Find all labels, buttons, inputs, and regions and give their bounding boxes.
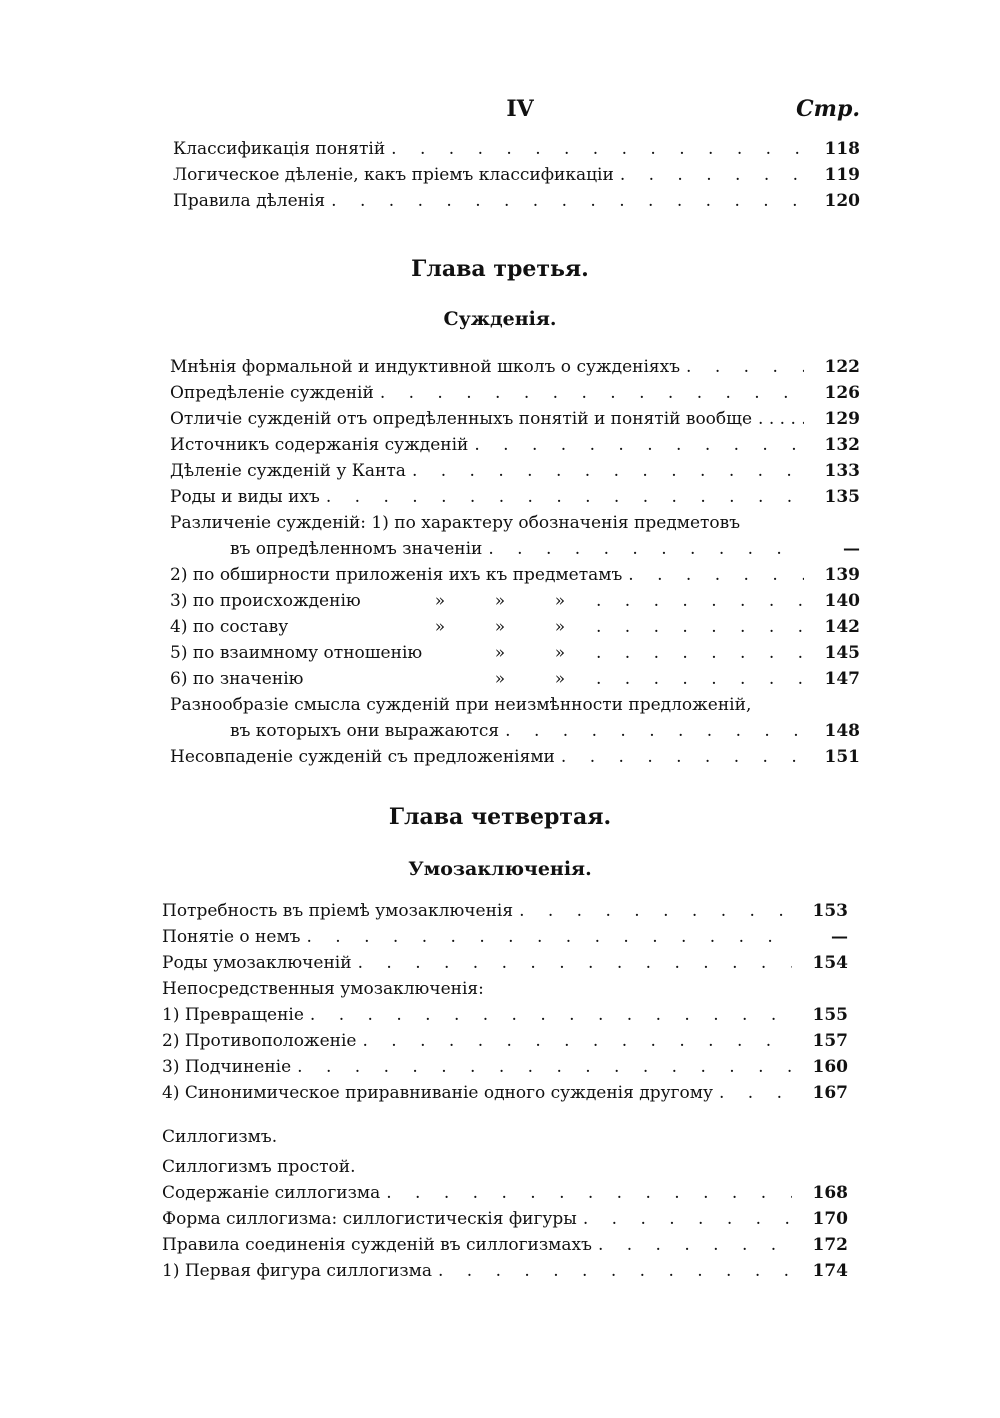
ditto-mark: » xyxy=(494,617,506,637)
toc-entry: 3) по происхожденію » » » . . . 140 xyxy=(170,588,860,614)
toc-entry: Понятіе о немъ . . . — xyxy=(162,924,848,950)
toc-entry: въ которыхъ они выражаются . . . 148 xyxy=(170,718,860,744)
chapter-subtitle: Сужденія. xyxy=(443,308,557,330)
toc-entry: 3) Подчиненіе . . . 160 xyxy=(162,1054,848,1080)
toc-entry: Роды умозаключеній . . . 154 xyxy=(162,950,848,976)
toc-entry: 4) Синонимическое приравниваніе одного сужденія другому . . . 167 xyxy=(162,1080,848,1106)
toc-top-block xyxy=(173,136,860,214)
toc-entry: Логическое дѣленіе, какъ пріемъ классификаціи . . . 119 xyxy=(173,162,860,188)
toc-entry: Форма силлогизма: силлогистическія фигуры . . . 170 xyxy=(162,1206,848,1232)
ditto-mark: » xyxy=(434,591,446,611)
toc-entry: Дѣленіе сужденій у Канта . . . 133 xyxy=(170,458,860,484)
section-heading: Силлогизмъ. xyxy=(162,1127,278,1147)
toc-entry: Несовпаденіе сужденій съ предложеніями . . . 151 xyxy=(170,744,860,770)
toc-entry: 2) Противоположеніе . . . 157 xyxy=(162,1028,848,1054)
ditto-mark: » xyxy=(554,617,566,637)
toc-entry: 1) Первая фигура силлогизма . . . 174 xyxy=(162,1258,848,1284)
chapter-title: Глава третья. xyxy=(411,256,589,282)
page-column-label: Стр. xyxy=(796,96,860,122)
chapter-title: Глава четвертая. xyxy=(388,804,612,830)
toc-entry: 2) по обширности приложенія ихъ къ предметамъ . . . 139 xyxy=(170,562,860,588)
ditto-mark: » xyxy=(554,591,566,611)
ditto-mark: » xyxy=(494,669,506,689)
page-header xyxy=(0,96,1000,126)
toc-entry: въ опредѣленномъ значеніи . . . — xyxy=(170,536,860,562)
ditto-mark: » xyxy=(554,669,566,689)
chapter-subtitle: Умозаключенія. xyxy=(408,858,592,880)
toc-entry: Различеніе сужденій: 1) по характеру обозначенія предметовъ xyxy=(170,513,741,533)
toc-chapter4-block xyxy=(162,898,848,1284)
toc-entry: Правила дѣленія . . . 120 xyxy=(173,188,860,214)
toc-entry: Роды и виды ихъ . . . 135 xyxy=(170,484,860,510)
ditto-mark: » xyxy=(494,591,506,611)
toc-entry: Мнѣнія формальной и индуктивной школъ о сужденіяхъ . . . 122 xyxy=(170,354,860,380)
toc-entry: Правила соединенія сужденій въ силлогизмахъ . . . 172 xyxy=(162,1232,848,1258)
toc-entry: Отличіе сужденій отъ опредѣленныхъ понятій и понятій вообще . . . 129 xyxy=(170,406,860,432)
toc-entry: Опредѣленіе сужденій . . . 126 xyxy=(170,380,860,406)
ditto-mark: » xyxy=(434,617,446,637)
toc-chapter3-block xyxy=(170,354,860,770)
ditto-mark: » xyxy=(554,643,566,663)
page-number: IV xyxy=(506,96,534,122)
toc-entry: Потребность въ пріемѣ умозаключенія . . . 153 xyxy=(162,898,848,924)
section-heading: Силлогизмъ простой. xyxy=(162,1157,356,1177)
toc-entry: Содержаніе силлогизма . . . 168 xyxy=(162,1180,848,1206)
toc-entry: 4) по составу » » » . . . 142 xyxy=(170,614,860,640)
toc-entry: 5) по взаимному отношенію » » . . . 145 xyxy=(170,640,860,666)
toc-entry: Разнообразіе смысла сужденій при неизмѣнности предложеній, xyxy=(170,695,752,715)
toc-entry: Непосредственныя умозаключенія: xyxy=(162,979,484,999)
toc-entry: Источникъ содержанія сужденій . . . 132 xyxy=(170,432,860,458)
toc-entry: 6) по значенію » » . . . 147 xyxy=(170,666,860,692)
toc-entry: Классификація понятій . . . 118 xyxy=(173,136,860,162)
ditto-mark: » xyxy=(494,643,506,663)
toc-entry: 1) Превращеніе . . . 155 xyxy=(162,1002,848,1028)
